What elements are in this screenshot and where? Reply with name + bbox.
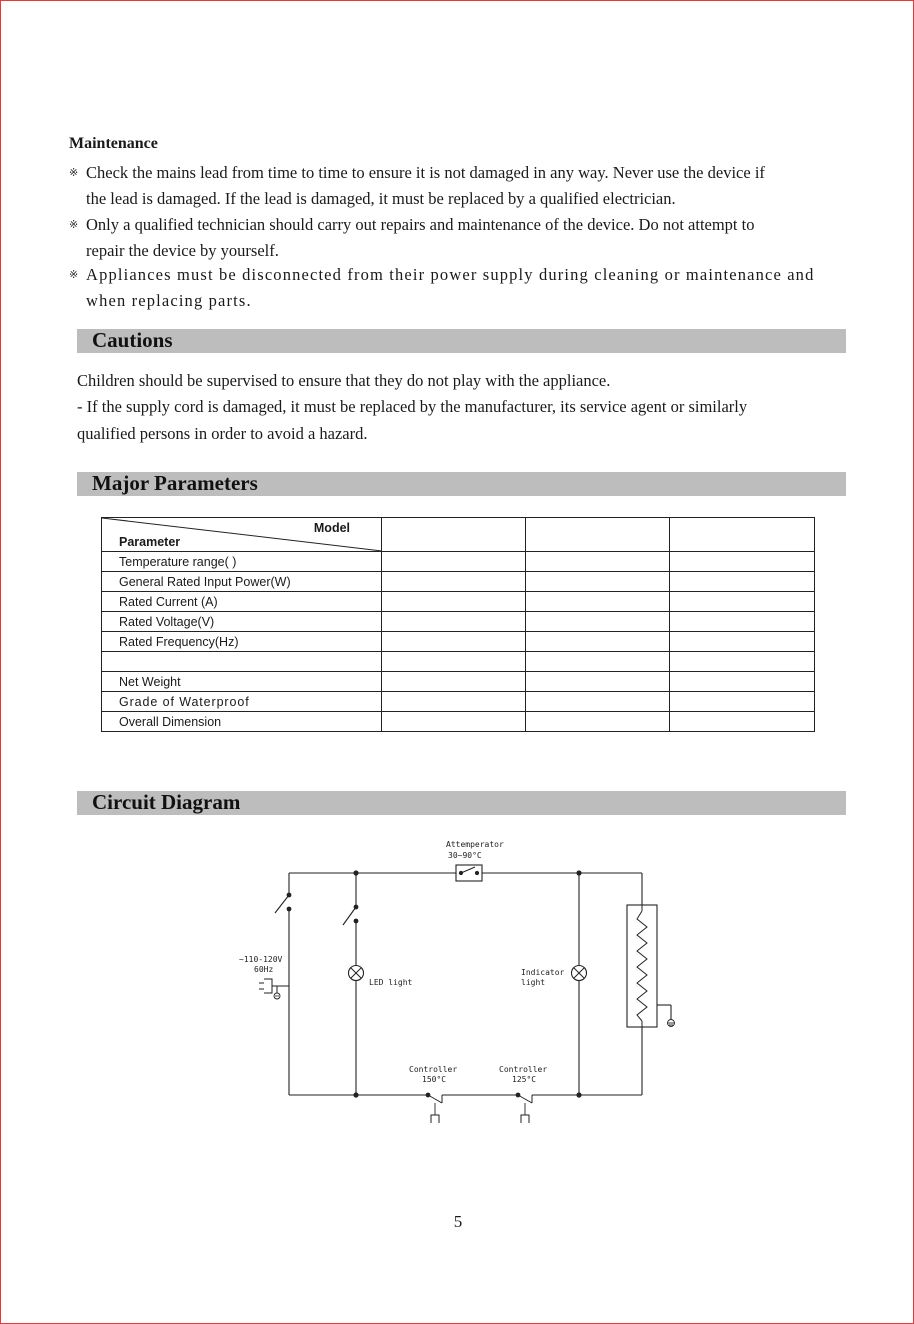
parameters-section-bar xyxy=(77,472,846,496)
table-row xyxy=(102,632,815,652)
table-row xyxy=(102,672,815,692)
table-cell xyxy=(670,692,815,712)
table-cell xyxy=(382,652,526,672)
row-label: Rated Voltage(V) xyxy=(102,612,382,632)
table-cell xyxy=(670,552,815,572)
supply-voltage-label: ~110-120V xyxy=(239,955,283,964)
reference-mark-icon: ※ xyxy=(69,219,79,231)
attemperator-switch xyxy=(456,865,482,881)
table-cell xyxy=(670,592,815,612)
row-label: Rated Frequency(Hz) xyxy=(102,632,382,652)
table-cell xyxy=(670,652,815,672)
page-number: 5 xyxy=(453,1212,463,1231)
table-cell xyxy=(670,712,815,732)
cautions-section-bar xyxy=(77,329,846,353)
indicator-lamp-icon xyxy=(572,966,587,981)
table-cell xyxy=(526,652,670,672)
row-label: Rated Current (A) xyxy=(102,592,382,612)
indicator-light-label: light xyxy=(521,978,546,987)
table-row xyxy=(102,612,815,632)
attemperator-label: Attemperator xyxy=(446,840,504,849)
controller-1-label: Controller xyxy=(409,1065,458,1074)
table-cell xyxy=(382,632,526,652)
table-cell xyxy=(526,692,670,712)
maintenance-item-1 xyxy=(69,163,765,183)
model-column-3 xyxy=(670,518,815,552)
cautions-line-1: Children should be supervised to ensure that they do not play with the appliance. xyxy=(77,371,611,390)
row-label: Temperature range( ) xyxy=(102,552,382,572)
controller-2-label: Controller xyxy=(499,1065,548,1074)
cautions-line-2: - If the supply cord is damaged, it must be replaced by the manufacturer, its service agent or similarly xyxy=(77,397,748,416)
circuit-wires xyxy=(289,873,671,1095)
row-label: Net Weight xyxy=(102,672,382,692)
cautions-heading: Cautions xyxy=(92,328,173,352)
row-label: Overall Dimension xyxy=(102,712,382,732)
plug-icon xyxy=(259,979,289,999)
header-parameter-label: Parameter xyxy=(119,535,181,549)
table-cell xyxy=(526,552,670,572)
circuit-diagram xyxy=(1,831,914,1131)
circuit-section-bar xyxy=(77,791,846,815)
indicator-label: Indicator xyxy=(521,968,565,977)
header-diagonal-cell xyxy=(102,518,382,552)
table-row xyxy=(102,712,815,732)
table-cell xyxy=(382,572,526,592)
table-cell xyxy=(382,672,526,692)
led-light-label: LED light xyxy=(369,978,413,987)
maintenance-item-3 xyxy=(69,265,814,285)
table-cell xyxy=(670,612,815,632)
table-row xyxy=(102,592,815,612)
controller-125-symbol xyxy=(516,1093,532,1123)
circuit-heading: Circuit Diagram xyxy=(92,790,241,814)
table-header-row xyxy=(102,518,815,552)
table-row xyxy=(102,572,815,592)
table-cell xyxy=(526,672,670,692)
attemperator-range-label: 30~90°C xyxy=(448,851,482,860)
maintenance-item-3-cont: when replacing parts. xyxy=(86,291,252,310)
table-cell xyxy=(526,612,670,632)
table-cell xyxy=(526,572,670,592)
row-label xyxy=(102,652,382,672)
table-cell xyxy=(382,612,526,632)
supply-frequency-label: 60Hz xyxy=(254,965,274,974)
maintenance-item-3-text: Appliances must be disconnected from their power supply during cleaning or maintenance and xyxy=(86,265,815,284)
ground-symbol-icon xyxy=(668,1020,675,1027)
table-row xyxy=(102,652,815,672)
parameters-heading: Major Parameters xyxy=(92,471,258,495)
maintenance-item-2 xyxy=(69,215,754,235)
header-model-label: Model xyxy=(313,521,350,535)
table-cell xyxy=(526,712,670,732)
power-switch xyxy=(275,893,291,913)
controller-1-temp-label: 150°C xyxy=(422,1075,447,1084)
reference-mark-icon: ※ xyxy=(69,269,80,281)
table-cell xyxy=(382,712,526,732)
maintenance-item-1-text: Check the mains lead from time to time to ensure it is not damaged in any way. Never use the device if xyxy=(86,163,765,182)
maintenance-item-2-cont: repair the device by yourself. xyxy=(86,241,279,260)
table-cell xyxy=(670,572,815,592)
controller-2-temp-label: 125°C xyxy=(512,1075,537,1084)
table-cell xyxy=(382,552,526,572)
parameters-table xyxy=(101,517,815,732)
model-column-1 xyxy=(382,518,526,552)
light-switch xyxy=(343,905,358,925)
table-cell xyxy=(526,592,670,612)
row-label: Grade of Waterproof xyxy=(102,692,382,712)
maintenance-item-1-cont: the lead is damaged. If the lead is damaged, it must be replaced by a qualified electrician. xyxy=(86,189,676,208)
table-row xyxy=(102,552,815,572)
maintenance-heading: Maintenance xyxy=(69,135,158,152)
table-cell xyxy=(382,592,526,612)
row-label: General Rated Input Power(W) xyxy=(102,572,382,592)
led-lamp-icon xyxy=(349,966,364,981)
reference-mark-icon: ※ xyxy=(69,167,79,179)
table-cell xyxy=(670,632,815,652)
controller-150-symbol xyxy=(426,1093,442,1123)
table-cell xyxy=(382,692,526,712)
cautions-line-3: qualified persons in order to avoid a hazard. xyxy=(77,424,368,443)
model-column-2 xyxy=(526,518,670,552)
table-cell xyxy=(670,672,815,692)
table-cell xyxy=(526,632,670,652)
heater-element xyxy=(627,905,657,1027)
table-row xyxy=(102,692,815,712)
maintenance-item-2-text: Only a qualified technician should carry out repairs and maintenance of the device. Do not attempt to xyxy=(86,215,755,234)
